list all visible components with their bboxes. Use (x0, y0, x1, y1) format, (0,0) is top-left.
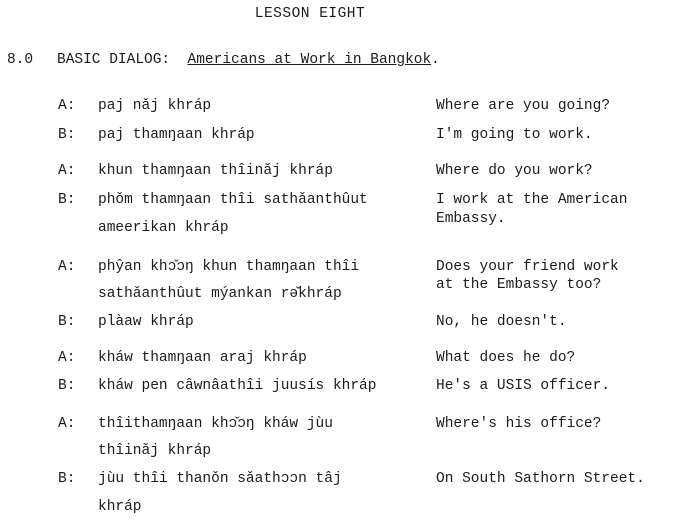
dialog-speaker: A: (58, 259, 76, 275)
dialog-english-line: No, he doesn't. (436, 314, 567, 330)
section-label: BASIC DIALOG: (57, 52, 171, 68)
dialog-speaker: B: (58, 127, 76, 143)
section-heading (7, 52, 440, 68)
section-title: Americans at Work in Bangkok (187, 52, 432, 68)
dialog-english-line: Does your friend work (436, 259, 619, 275)
section-title-end: . (431, 52, 440, 68)
dialog-thai-line: kháw thamŋaan araj khráp (98, 350, 307, 366)
dialog-thai-line: ameerikan khráp (98, 220, 229, 236)
dialog-thai-line: khráp (98, 499, 142, 515)
lesson-title: LESSON EIGHT (254, 6, 366, 22)
dialog-thai-line: sathǎanthûut mýankan rǝ̌khráp (98, 286, 342, 302)
dialog-thai-line: paj nǎj khráp (98, 98, 212, 114)
dialog-thai-line: phǒm thamŋaan thîi sathǎanthûut (98, 192, 368, 208)
dialog-thai-line: thîinǎj khráp (98, 443, 212, 459)
dialog-thai-line: khun thamŋaan thîinǎj khráp (98, 163, 333, 179)
dialog-english-line: On South Sathorn Street. (436, 471, 645, 487)
dialog-speaker: A: (58, 350, 76, 366)
dialog-speaker: A: (58, 98, 76, 114)
dialog-speaker: A: (58, 163, 76, 179)
dialog-speaker: B: (58, 471, 76, 487)
dialog-speaker: A: (58, 416, 76, 432)
section-number: 8.0 (7, 52, 34, 68)
dialog-english-line: at the Embassy too? (436, 277, 602, 293)
dialog-english-line: He's a USIS officer. (436, 378, 611, 394)
dialog-english-line: Where's his office? (436, 416, 602, 432)
dialog-thai-line: phŷan khɔ̌ɔŋ khun thamŋaan thîi (98, 259, 360, 275)
dialog-english-line: What does he do? (436, 350, 576, 366)
dialog-speaker: B: (58, 314, 76, 330)
dialog-english-line: Where are you going? (436, 98, 611, 114)
dialog-english-line: I'm going to work. (436, 127, 593, 143)
dialog-thai-line: paj thamŋaan khráp (98, 127, 255, 143)
dialog-thai-line: kháw pen câwnâathîi juusís khráp (98, 378, 377, 394)
dialog-thai-line: thîithamŋaan khɔ̌ɔŋ kháw jùu (98, 416, 333, 432)
dialog-thai-line: jùu thîi thanǒn sǎathɔɔn tâj (98, 471, 342, 487)
dialog-english-line: Where do you work? (436, 163, 593, 179)
dialog-speaker: B: (58, 192, 76, 208)
dialog-english-line: I work at the American (436, 192, 628, 208)
dialog-speaker: B: (58, 378, 76, 394)
dialog-thai-line: plàaw khráp (98, 314, 194, 330)
dialog-english-line: Embassy. (436, 211, 506, 227)
